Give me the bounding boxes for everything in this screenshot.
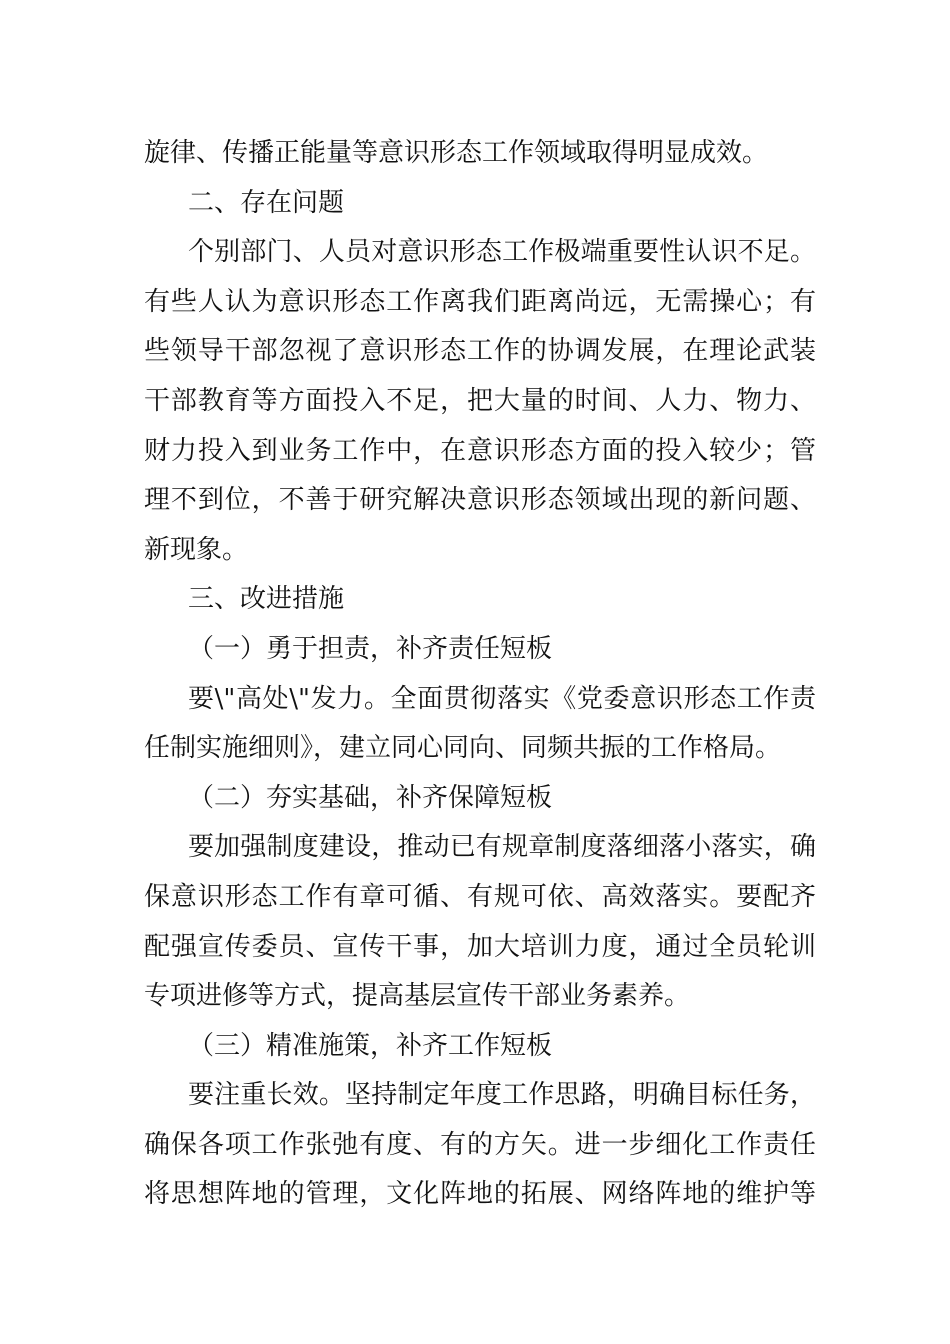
text-line: 财力投入到业务工作中，在意识形态方面的投入较少；管 [144, 435, 816, 466]
document-body [144, 129, 816, 1220]
text-line: 配强宣传委员、宣传干事，加大培训力度，通过全员轮训 [144, 931, 816, 962]
subheading-precision: （三）精准施策，补齐工作短板 [188, 1030, 553, 1061]
text-line: 理不到位，不善于研究解决意识形态领域出现的新问题、 [144, 485, 816, 516]
text-line: 旋律、传播正能量等意识形态工作领域取得明显成效。 [144, 138, 769, 168]
section-heading-measures: 三、改进措施 [188, 584, 345, 615]
text-line: 要\"高处\"发力。全面贯彻落实《党委意识形态工作责 [188, 683, 816, 714]
subheading-foundation: （二）夯实基础，补齐保障短板 [188, 782, 553, 813]
text-line: 要加强制度建设，推动已有规章制度落细落小落实，确 [188, 832, 816, 863]
text-line: 保意识形态工作有章可循、有规可依、高效落实。要配齐 [144, 881, 816, 912]
text-line: 个别部门、人员对意识形态工作极端重要性认识不足。 [188, 237, 816, 268]
text-line: 干部教育等方面投入不足，把大量的时间、人力、物力、 [144, 385, 816, 416]
text-line: 要注重长效。坚持制定年度工作思路，明确目标任务， [188, 1080, 816, 1111]
section-heading-problems: 二、存在问题 [188, 187, 345, 218]
subheading-responsibility: （一）勇于担责，补齐责任短板 [188, 633, 553, 664]
text-line: 些领导干部忽视了意识形态工作的协调发展，在理论武装 [144, 336, 816, 367]
text-line: 将思想阵地的管理，文化阵地的拓展、网络阵地的维护等 [144, 1179, 816, 1210]
text-line: 专项进修等方式，提高基层宣传干部业务素养。 [144, 981, 691, 1012]
text-line: 有些人认为意识形态工作离我们距离尚远，无需操心；有 [144, 286, 816, 317]
text-line: 新现象。 [144, 534, 249, 565]
text-line: 确保各项工作张弛有度、有的方矢。进一步细化工作责任 [144, 1129, 816, 1160]
text-line: 任制实施细则》，建立同心同向、同频共振的工作格局。 [144, 733, 782, 764]
